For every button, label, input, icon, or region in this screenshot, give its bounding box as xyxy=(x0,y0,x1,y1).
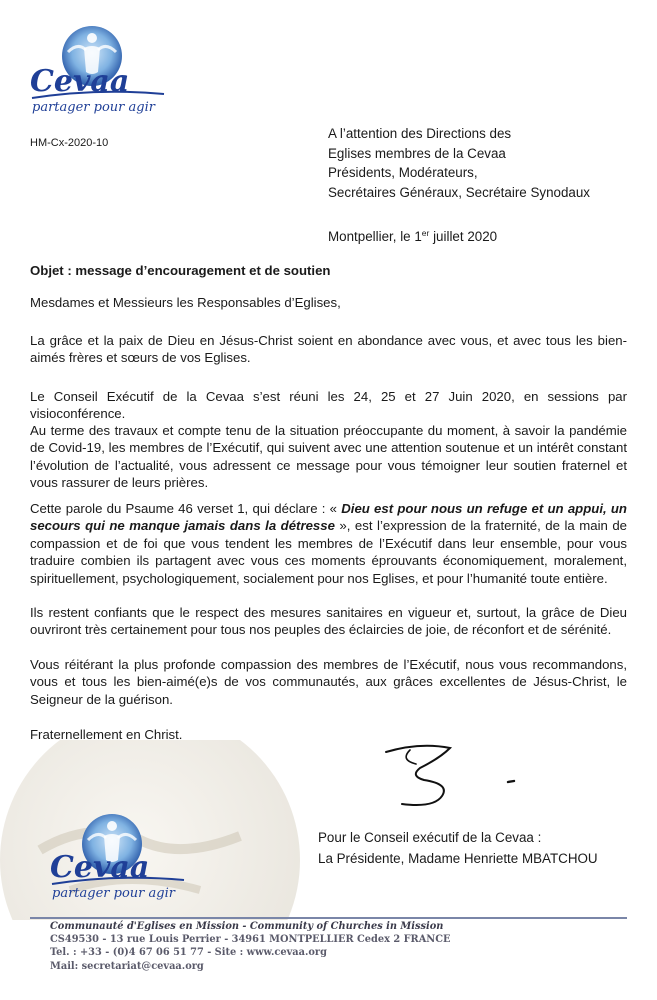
letter-subject: Objet : message d’encouragement et de soutien xyxy=(30,263,331,278)
date-prefix: Montpellier, le 1 xyxy=(328,229,422,244)
paragraph-6: Vous réitérant la plus profonde compassion des membres de l’Exécutif, nous vous recommandons, vous et tous les bien-aimé(e)s de vos communautés, aux grâces excellentes de Jésus-Christ, le Seigneur de la guérison. xyxy=(30,657,627,707)
footer-mail: Mail: secretariat@cevaa.org xyxy=(50,960,204,972)
signature-line-1: Pour le Conseil exécutif de la Cevaa : xyxy=(318,830,542,845)
psalm-quote: Dieu est pour nous un refuge et un appui, un secours qui ne manque jamais dans la détresse xyxy=(30,501,627,534)
footer-title: Communauté d'Eglises en Mission - Community of Churches in Mission xyxy=(50,921,444,932)
paragraph-4 xyxy=(30,500,627,587)
signature-line-2: La Présidente, Madame Henriette MBATCHOU xyxy=(318,851,598,866)
paragraph-2: Le Conseil Exécutif de la Cevaa s’est réuni les 24, 25 et 27 Juin 2020, en sessions par visioconférence. xyxy=(30,389,627,422)
recipient-block xyxy=(328,124,590,202)
paragraph-3: Au terme des travaux et compte tenu de la situation préoccupante du moment, à savoir la pandémie de Covid-19, les membres de l’Exécutif, qui suivent avec une attention soutenue et un intérêt constant l’évolution de l’actualité, vous adressent ce message pour vous témoigner leur soutien fraternel et vous rassurer de leurs prières. xyxy=(30,423,627,491)
closing: Fraternellement en Christ. xyxy=(30,727,183,742)
letter-date xyxy=(328,228,497,245)
p4-intro: Cette parole du Psaume 46 verset 1, qui déclare : « xyxy=(30,501,342,516)
logo-tagline: partager pour agir xyxy=(52,886,175,901)
paragraph-1: La grâce et la paix de Dieu en Jésus-Christ soient en abondance avec vous, et avec tous les bien-aimés frères et sœurs de vos Eglises. xyxy=(30,333,627,366)
logo-brand: Cevaa xyxy=(30,64,130,99)
letter-reference: HM-Cx-2020-10 xyxy=(30,137,109,149)
signature-icon xyxy=(380,738,540,818)
signature-block xyxy=(318,827,598,869)
date-suffix: juillet 2020 xyxy=(429,229,498,244)
footer-address: CS49530 - 13 rue Louis Perrier - 34961 MONTPELLIER Cedex 2 FRANCE xyxy=(50,934,451,946)
p4-rest: », est l’expression de la fraternité, de la main de compassion et de foi que vous tendent les membres de l’Exécutif dans leur ensemble, pour vous traduire combien ils partagent avec vous ces moments éprouvants économiquement, moralement, spirituellement, psychologiquement, socialement pour nos Eglises, et pour l’humanité toute entière. xyxy=(30,518,627,586)
logo-tagline: partager pour agir xyxy=(32,100,155,115)
recipient-line: Secrétaires Généraux, Secrétaire Synodaux xyxy=(328,184,591,200)
footer-contact: Tel. : +33 - (0)4 67 06 51 77 - Site : www.cevaa.org xyxy=(50,947,327,959)
salutation: Mesdames et Messieurs les Responsables d’Eglises, xyxy=(30,295,341,310)
recipient-line: A l’attention des Directions des xyxy=(328,126,512,141)
recipient-line: Présidents, Modérateurs, xyxy=(328,165,478,180)
date-superscript: er xyxy=(421,228,430,238)
cevaa-logo-footer xyxy=(48,810,188,910)
cevaa-logo xyxy=(28,22,168,122)
footer-divider xyxy=(30,917,627,919)
recipient-line: Eglises membres de la Cevaa xyxy=(328,145,506,161)
paragraph-5: Ils restent confiants que le respect des mesures sanitaires en vigueur et, surtout, la grâce de Dieu ouvriront très certainement pour tous nos peuples des éclaircies de joie, de réconfort et de sérénité. xyxy=(30,605,627,638)
footer xyxy=(50,920,451,973)
logo-brand: Cevaa xyxy=(50,850,150,885)
